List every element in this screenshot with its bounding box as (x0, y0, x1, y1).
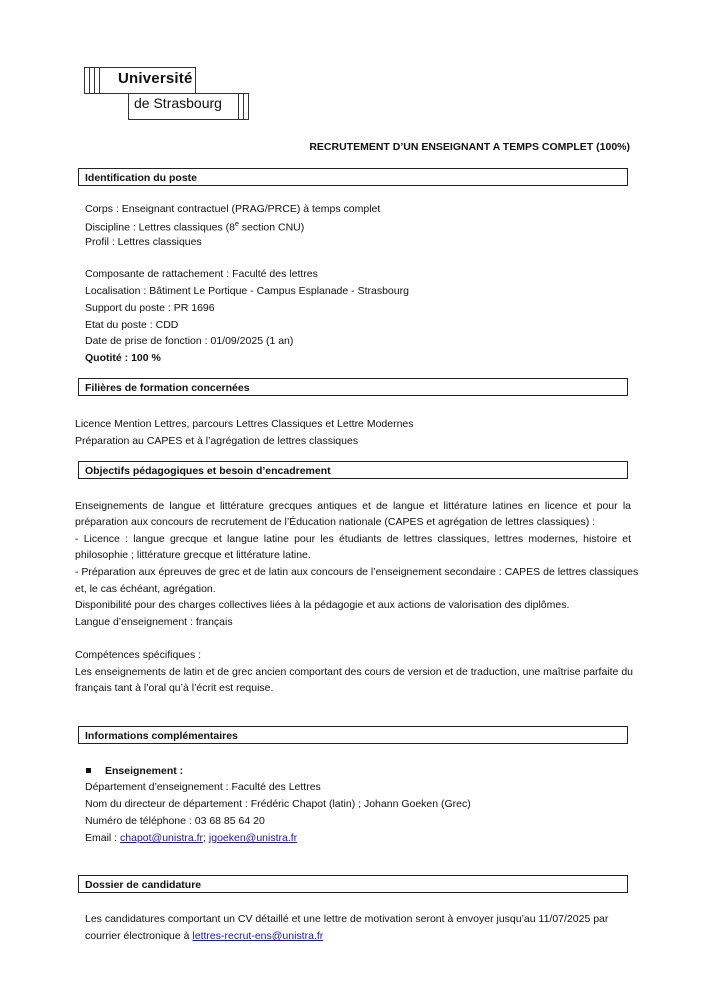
objectifs-text: - Préparation aux épreuves de grec et de latin aux concours de l’enseignement secondaire : CAPES de lettres classiques (75, 566, 639, 578)
section-header-infos: Informations complémentaires (78, 726, 628, 744)
section-header-identification: Identification du poste (78, 168, 628, 186)
section-header-dossier: Dossier de candidature (78, 875, 628, 893)
etat-line: Etat du poste : CDD (85, 319, 179, 331)
objectifs-text: préparation aux concours de recrutement de l’Éducation nationale (CAPES et agrégation de lettres classiques) : (75, 516, 596, 528)
dossier-line-2 (85, 929, 323, 943)
section-header-filieres: Filières de formation concernées (78, 378, 628, 396)
email-separator: ; (203, 832, 209, 844)
logo-rule (195, 67, 196, 93)
profil-line: Profil : Lettres classiques (85, 236, 202, 248)
section-header-objectifs: Objectifs pédagogiques et besoin d’encadrement (78, 461, 628, 479)
telephone-line: Numéro de téléphone : 03 68 85 64 20 (85, 815, 265, 827)
logo-rule (84, 67, 85, 93)
logo-rule (128, 93, 129, 119)
logo-line-1: Université (118, 70, 193, 87)
localisation-line: Localisation : Bâtiment Le Portique - Campus Esplanade - Strasbourg (85, 285, 409, 297)
dossier-prefix: courrier électronique à (85, 930, 193, 942)
email-link-goeken[interactable]: jgoeken@unistra.fr (208, 832, 298, 844)
logo-rule (243, 93, 244, 119)
discipline-superscript: e (234, 221, 239, 228)
objectifs-text: et, le cas échéant, agrégation. (75, 583, 216, 595)
logo-rule (238, 93, 239, 119)
support-line: Support du poste : PR 1696 (85, 302, 215, 314)
corps-line: Corps : Enseignant contractuel (PRAG/PRCE) à temps complet (85, 203, 381, 215)
objectifs-text: Disponibilité pour des charges collectives liées à la pédagogie et aux actions de valorisation des diplômes. (75, 599, 570, 611)
logo-rule (99, 67, 100, 93)
logo-rule (84, 67, 195, 68)
filieres-line-2: Préparation au CAPES et à l’agrégation de lettres classiques (75, 435, 359, 447)
objectifs-text: Enseignements de langue et littérature grecques antiques et de langue et littérature latines en licence et pour la (75, 500, 631, 512)
bullet-icon (86, 768, 91, 773)
logo-rule (128, 119, 249, 120)
composante-line: Composante de rattachement : Faculté des lettres (85, 268, 318, 280)
logo-rule (84, 93, 249, 94)
logo-rule (248, 93, 249, 119)
enseignement-title: Enseignement : (105, 765, 184, 777)
document-title: RECRUTEMENT D’UN ENSEIGNANT A TEMPS COMPLET (100%) (309, 141, 630, 153)
departement-line: Département d’enseignement : Faculté des Lettres (85, 781, 321, 793)
competences-text: français tant à l’oral qu’à l’écrit est requise. (75, 682, 274, 694)
discipline-text: Discipline : Lettres classiques (8 (85, 221, 235, 234)
logo-rule (89, 67, 90, 93)
email-line (85, 831, 297, 845)
competences-heading: Compétences spécifiques : (75, 649, 202, 661)
email-label: Email : (85, 832, 121, 844)
dossier-line-1: Les candidatures comportant un CV détaillé et une lettre de motivation seront à envoyer jusqu’au 11/07/2025 par (85, 913, 609, 925)
quotite-line: Quotité : 100 % (85, 352, 161, 364)
competences-text: Les enseignements de latin et de grec ancien comportant des cours de version et de traduction, une maîtrise parfaite du (75, 666, 633, 678)
directeur-line: Nom du directeur de département : Frédéric Chapot (latin) ; Johann Goeken (Grec) (85, 798, 471, 810)
objectifs-text: - Licence : langue grecque et langue latine pour les étudiants de lettres classiques, lettres modernes, histoire et (75, 533, 631, 545)
objectifs-text: Langue d’enseignement : français (75, 616, 233, 628)
objectifs-text: philosophie ; littérature grecque et littérature latine. (75, 549, 311, 561)
logo-rule (94, 67, 95, 93)
filieres-line-1: Licence Mention Lettres, parcours Lettres Classiques et Lettre Modernes (75, 418, 414, 430)
logo-line-2: de Strasbourg (134, 95, 222, 111)
email-link-chapot[interactable]: chapot@unistra.fr (120, 832, 204, 844)
date-line: Date de prise de fonction : 01/09/2025 (1 an) (85, 335, 294, 347)
email-link-recrutement[interactable]: lettres-recrut-ens@unistra.fr (192, 930, 324, 942)
discipline-end: section CNU) (238, 221, 305, 234)
discipline-line (85, 218, 304, 235)
